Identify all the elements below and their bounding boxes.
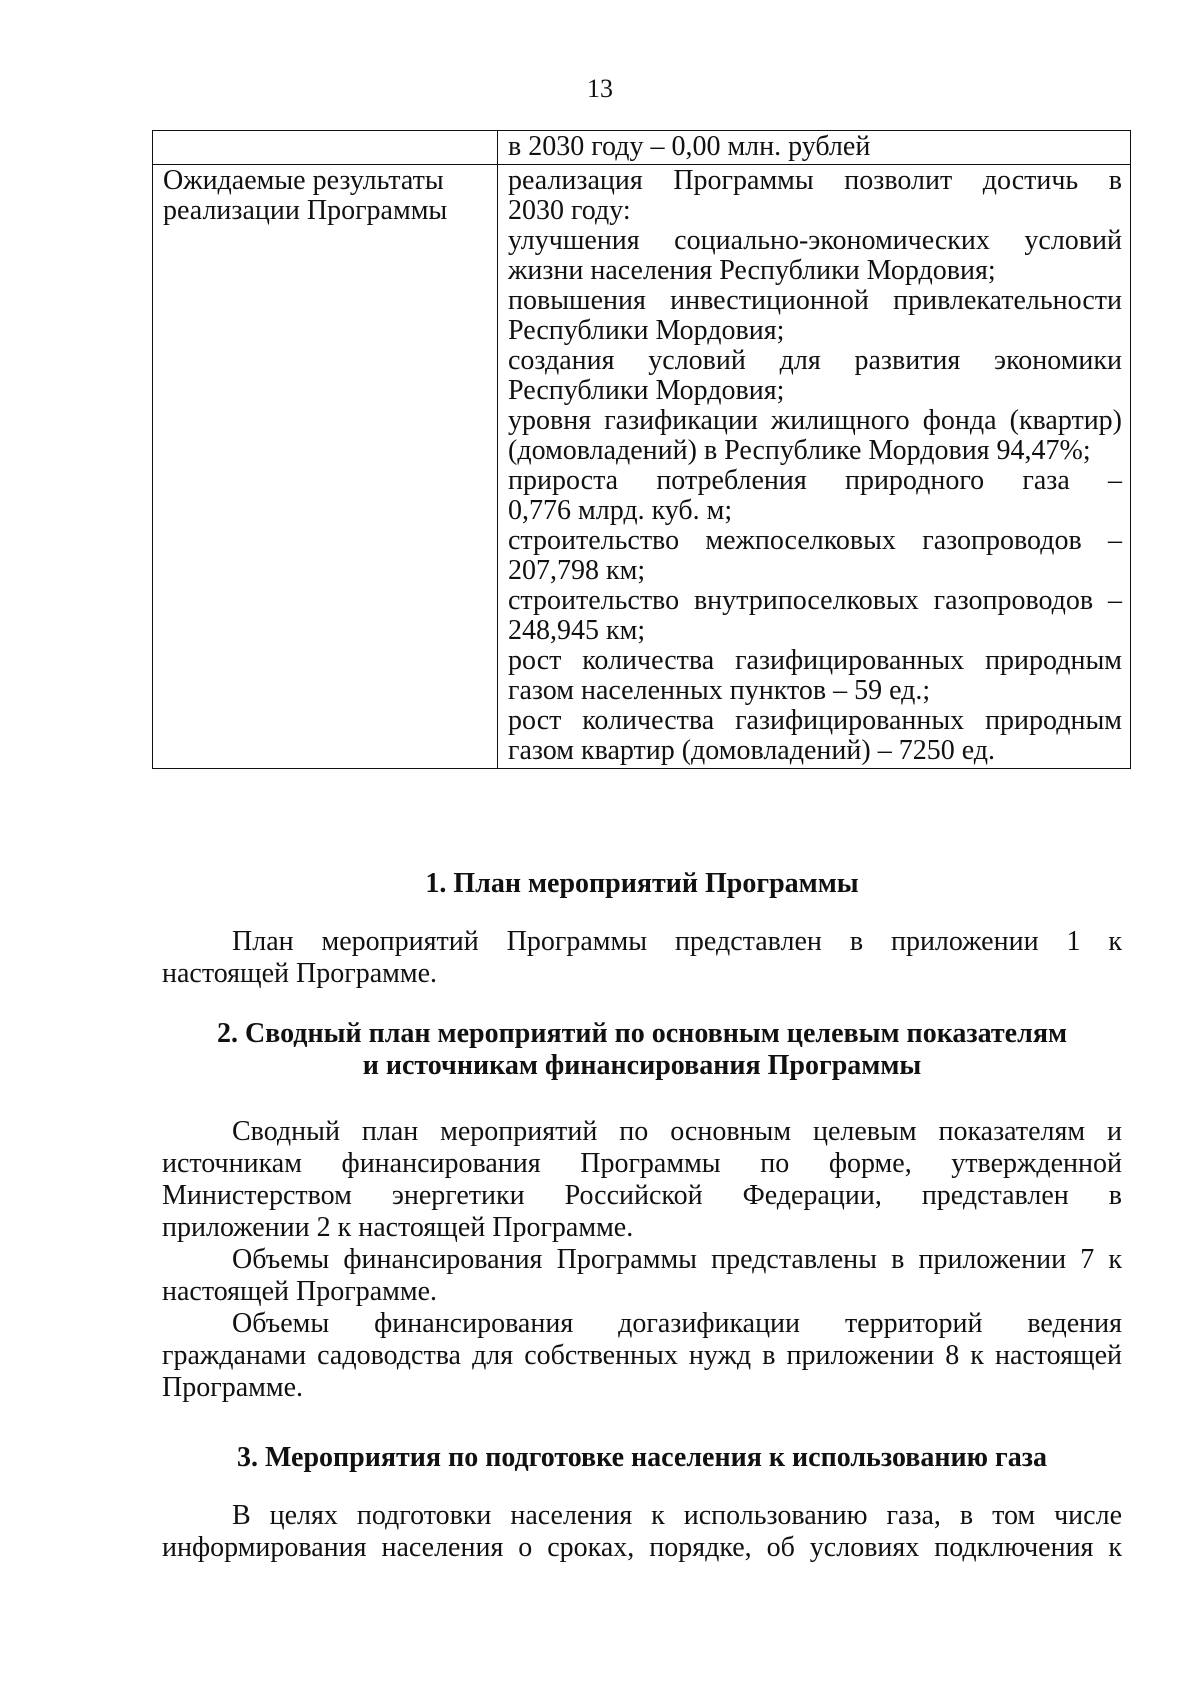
cell-line: рост количества газифицированных природным [508,645,1122,676]
paragraph-line: Объемы финансирования догазификации территорий ведения [232,1308,1122,1339]
section-2 [162,1018,1122,1082]
cell-line: реализация Программы позволит достичь в [508,165,1122,196]
cell-line: строительство внутрипоселковых газопроводов – [508,585,1122,616]
paragraph-line: гражданами садоводства для собственных нужд в приложении 8 к настоящей [162,1340,1122,1371]
paragraph-line: источникам финансирования Программы по форме, утвержденной [162,1148,1122,1179]
table-cell-value: в 2030 году – 0,00 млн. рублей [498,131,1131,165]
paragraph [162,926,1122,990]
program-passport-table [152,130,1131,769]
section-3 [162,1442,1122,1474]
cell-line: Республики Мордовия; [508,315,785,346]
paragraph-line: В целях подготовки населения к использованию газа, в том числе [232,1500,1122,1531]
paragraph-line: Объемы финансирования Программы представлены в приложении 7 к [232,1244,1122,1275]
paragraph [162,1308,1122,1404]
cell-line: 2030 году: [508,195,631,226]
paragraph-line: информирования населения о сроках, порядке, об условиях подключения к [162,1532,1122,1563]
paragraph-line: настоящей Программе. [162,1276,438,1307]
cell-line: 248,945 км; [508,615,646,646]
paragraph-line: Программе. [162,1372,303,1403]
paragraph-line: настоящей Программе. [162,958,438,989]
paragraph-line: приложении 2 к настоящей Программе. [162,1212,634,1243]
cell-line: газом населенных пунктов – 59 ед.; [508,675,931,706]
heading-line: и источникам финансирования Программы [362,1050,922,1081]
paragraph-line: План мероприятий Программы представлен в приложении 1 к [232,926,1122,957]
cell-line: реализации Программы [163,195,448,226]
cell-line: улучшения социально-экономических условий [508,225,1122,256]
cell-line: газом квартир (домовладений) – 7250 ед. [508,735,995,766]
table-row [153,131,1131,165]
paragraph [162,1500,1122,1564]
cell-line: создания условий для развития экономики [508,345,1122,376]
section-3-body [162,1500,1122,1564]
cell-line: жизни населения Республики Мордовия; [508,255,996,286]
cell-line: повышения инвестиционной привлекательности [508,285,1122,316]
table-row [153,165,1131,769]
paragraph [162,1244,1122,1308]
section-1-body [162,926,1122,990]
section-2-body [162,1116,1122,1404]
section-heading: 3. Мероприятия по подготовке населения к использованию газа [236,1442,1048,1473]
section-heading [162,1018,1122,1082]
cell-line: Республики Мордовия; [508,375,785,406]
cell-line: Ожидаемые результаты [163,165,444,196]
cell-line: 207,798 км; [508,555,646,586]
paragraph-line: Сводный план мероприятий по основным целевым показателям и [232,1116,1122,1147]
page-number: 13 [587,74,613,103]
paragraph [162,1116,1122,1244]
heading-line: 2. Сводный план мероприятий по основным целевым показателям [216,1018,1068,1049]
cell-line: строительство межпоселковых газопроводов – [508,525,1122,556]
table-cell-label [153,165,498,769]
cell-line: прироста потребления природного газа – [508,465,1122,496]
section-heading: 1. План мероприятий Программы [425,868,859,899]
table-cell-label [153,131,498,165]
cell-line: рост количества газифицированных природным [508,705,1122,736]
cell-line: 0,776 млрд. куб. м; [508,495,733,526]
cell-line: (домовладений) в Республике Мордовия 94,47%; [508,435,1091,466]
section-1 [162,868,1122,900]
cell-line: уровня газификации жилищного фонда (квартир) [508,405,1122,436]
paragraph-line: Министерством энергетики Российской Федерации, представлен в [162,1180,1122,1211]
table-cell-value [498,165,1131,769]
